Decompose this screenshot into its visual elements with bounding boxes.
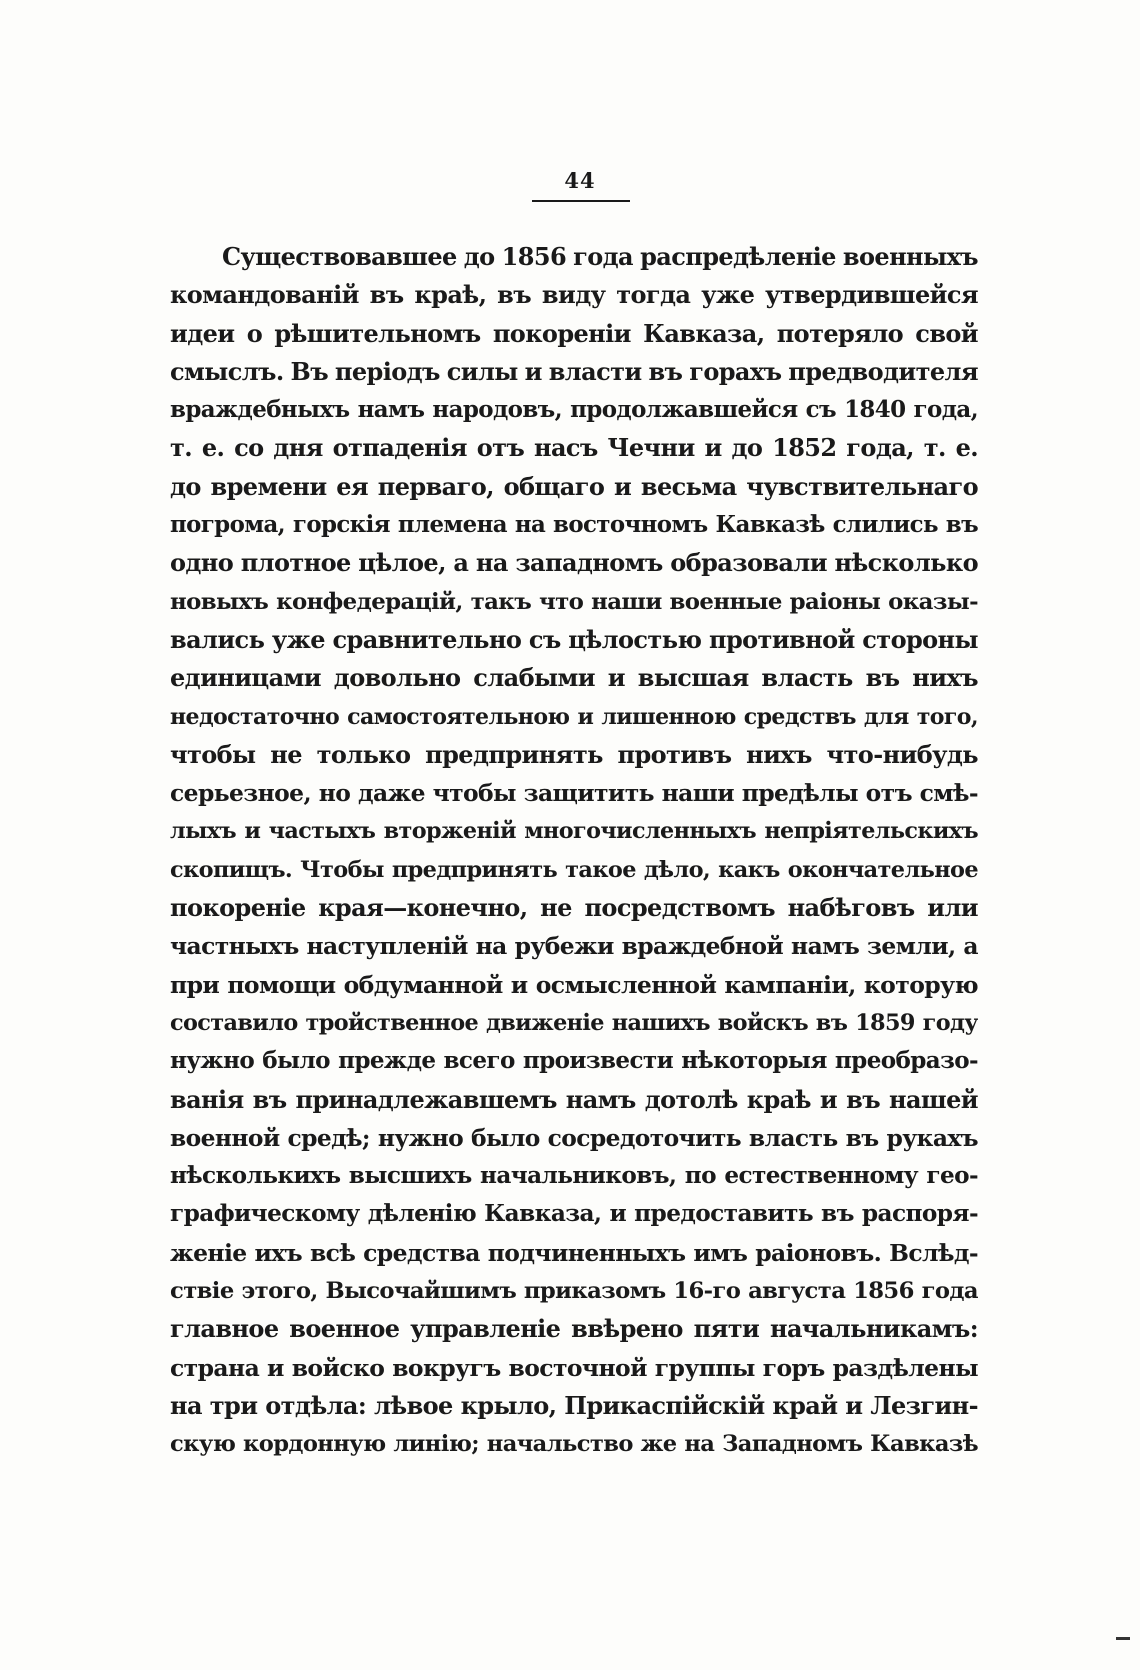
- page-number: 44: [564, 168, 596, 193]
- text-line: графическому дѣленію Кавказа, и предоставить въ распоря-: [170, 1200, 978, 1228]
- text-line: серьезное, но даже чтобы защитить наши предѣлы отъ смѣ-: [170, 779, 978, 808]
- text-line: частныхъ наступленій на рубежи враждебной намъ земли, а: [170, 932, 978, 961]
- text-line: скопищъ. Чтобы предпринять такое дѣло, какъ окончательное: [170, 856, 978, 883]
- text-line: одно плотное цѣлое, а на западномъ образовали нѣсколько: [170, 548, 978, 578]
- text-line: скую кордонную линію; начальство же на Западномъ Кавказѣ: [170, 1431, 978, 1458]
- text-line: идеи о рѣшительномъ покореніи Кавказа, потеряло свой: [170, 318, 978, 348]
- text-line: ствіе этого, Высочайшимъ приказомъ 16-го августа 1856 года: [170, 1278, 978, 1305]
- text-line: т. е. со дня отпаденія отъ насъ Чечни и до 1852 года, т. е.: [170, 433, 978, 463]
- text-line: вались уже сравнительно съ цѣлостью противной стороны: [170, 624, 978, 654]
- text-line: военной средѣ; нужно было сосредоточить власть въ рукахъ: [170, 1123, 978, 1152]
- text-line: покореніе края—конечно, не посредствомъ набѣговъ или: [170, 893, 978, 923]
- text-line: чтобы не только предпринять противъ нихъ что-нибудь: [170, 739, 978, 769]
- text-line: погрома, горскія племена на восточномъ Кавказѣ слились въ: [170, 512, 978, 539]
- text-line: лыхъ и частыхъ вторженій многочисленныхъ непріятельскихъ: [170, 818, 978, 845]
- page-number-rule: [532, 200, 630, 202]
- text-line: составило тройственное движеніе нашихъ войскъ въ 1859 году: [170, 1009, 978, 1036]
- text-line: при помощи обдуманной и осмысленной кампаніи, которую: [170, 970, 978, 999]
- text-line: недостаточно самостоятельною и лишенною средствъ для того,: [170, 703, 978, 730]
- text-line: Существовавшее до 1856 года распредѣленіе военныхъ: [222, 242, 978, 271]
- text-line: враждебныхъ намъ народовъ, продолжавшейся съ 1840 года,: [170, 396, 978, 424]
- text-line: женіе ихъ всѣ средства подчиненныхъ имъ раіоновъ. Вслѣд-: [170, 1238, 978, 1267]
- text-line: нѣсколькихъ высшихъ начальниковъ, по естественному гео-: [170, 1162, 978, 1190]
- text-line: до времени ея перваго, общаго и весьма чувствительнаго: [170, 471, 978, 501]
- text-line: главное военное управленіе ввѣрено пяти начальникамъ:: [170, 1314, 978, 1344]
- text-line: нужно было прежде всего произвести нѣкоторыя преобразо-: [170, 1047, 978, 1075]
- margin-mark: [1116, 1637, 1130, 1640]
- text-line: новыхъ конфедерацій, такъ что наши военные раіоны оказы-: [170, 588, 978, 615]
- text-line: смыслъ. Въ періодъ силы и власти въ горахъ предводителя: [170, 356, 978, 386]
- body-text: [170, 238, 978, 1464]
- text-line: ванія въ принадлежавшемъ намъ дотолѣ краѣ и въ нашей: [170, 1084, 978, 1114]
- text-line: страна и войско вокругъ восточной группы горъ раздѣлены: [170, 1353, 978, 1382]
- text-line: единицами довольно слабыми и высшая власть въ нихъ: [170, 663, 978, 693]
- text-line: командованій въ краѣ, въ виду тогда уже утвердившейся: [170, 280, 978, 310]
- text-line: на три отдѣла: лѣвое крыло, Прикаспійскій край и Лезгин-: [170, 1390, 978, 1420]
